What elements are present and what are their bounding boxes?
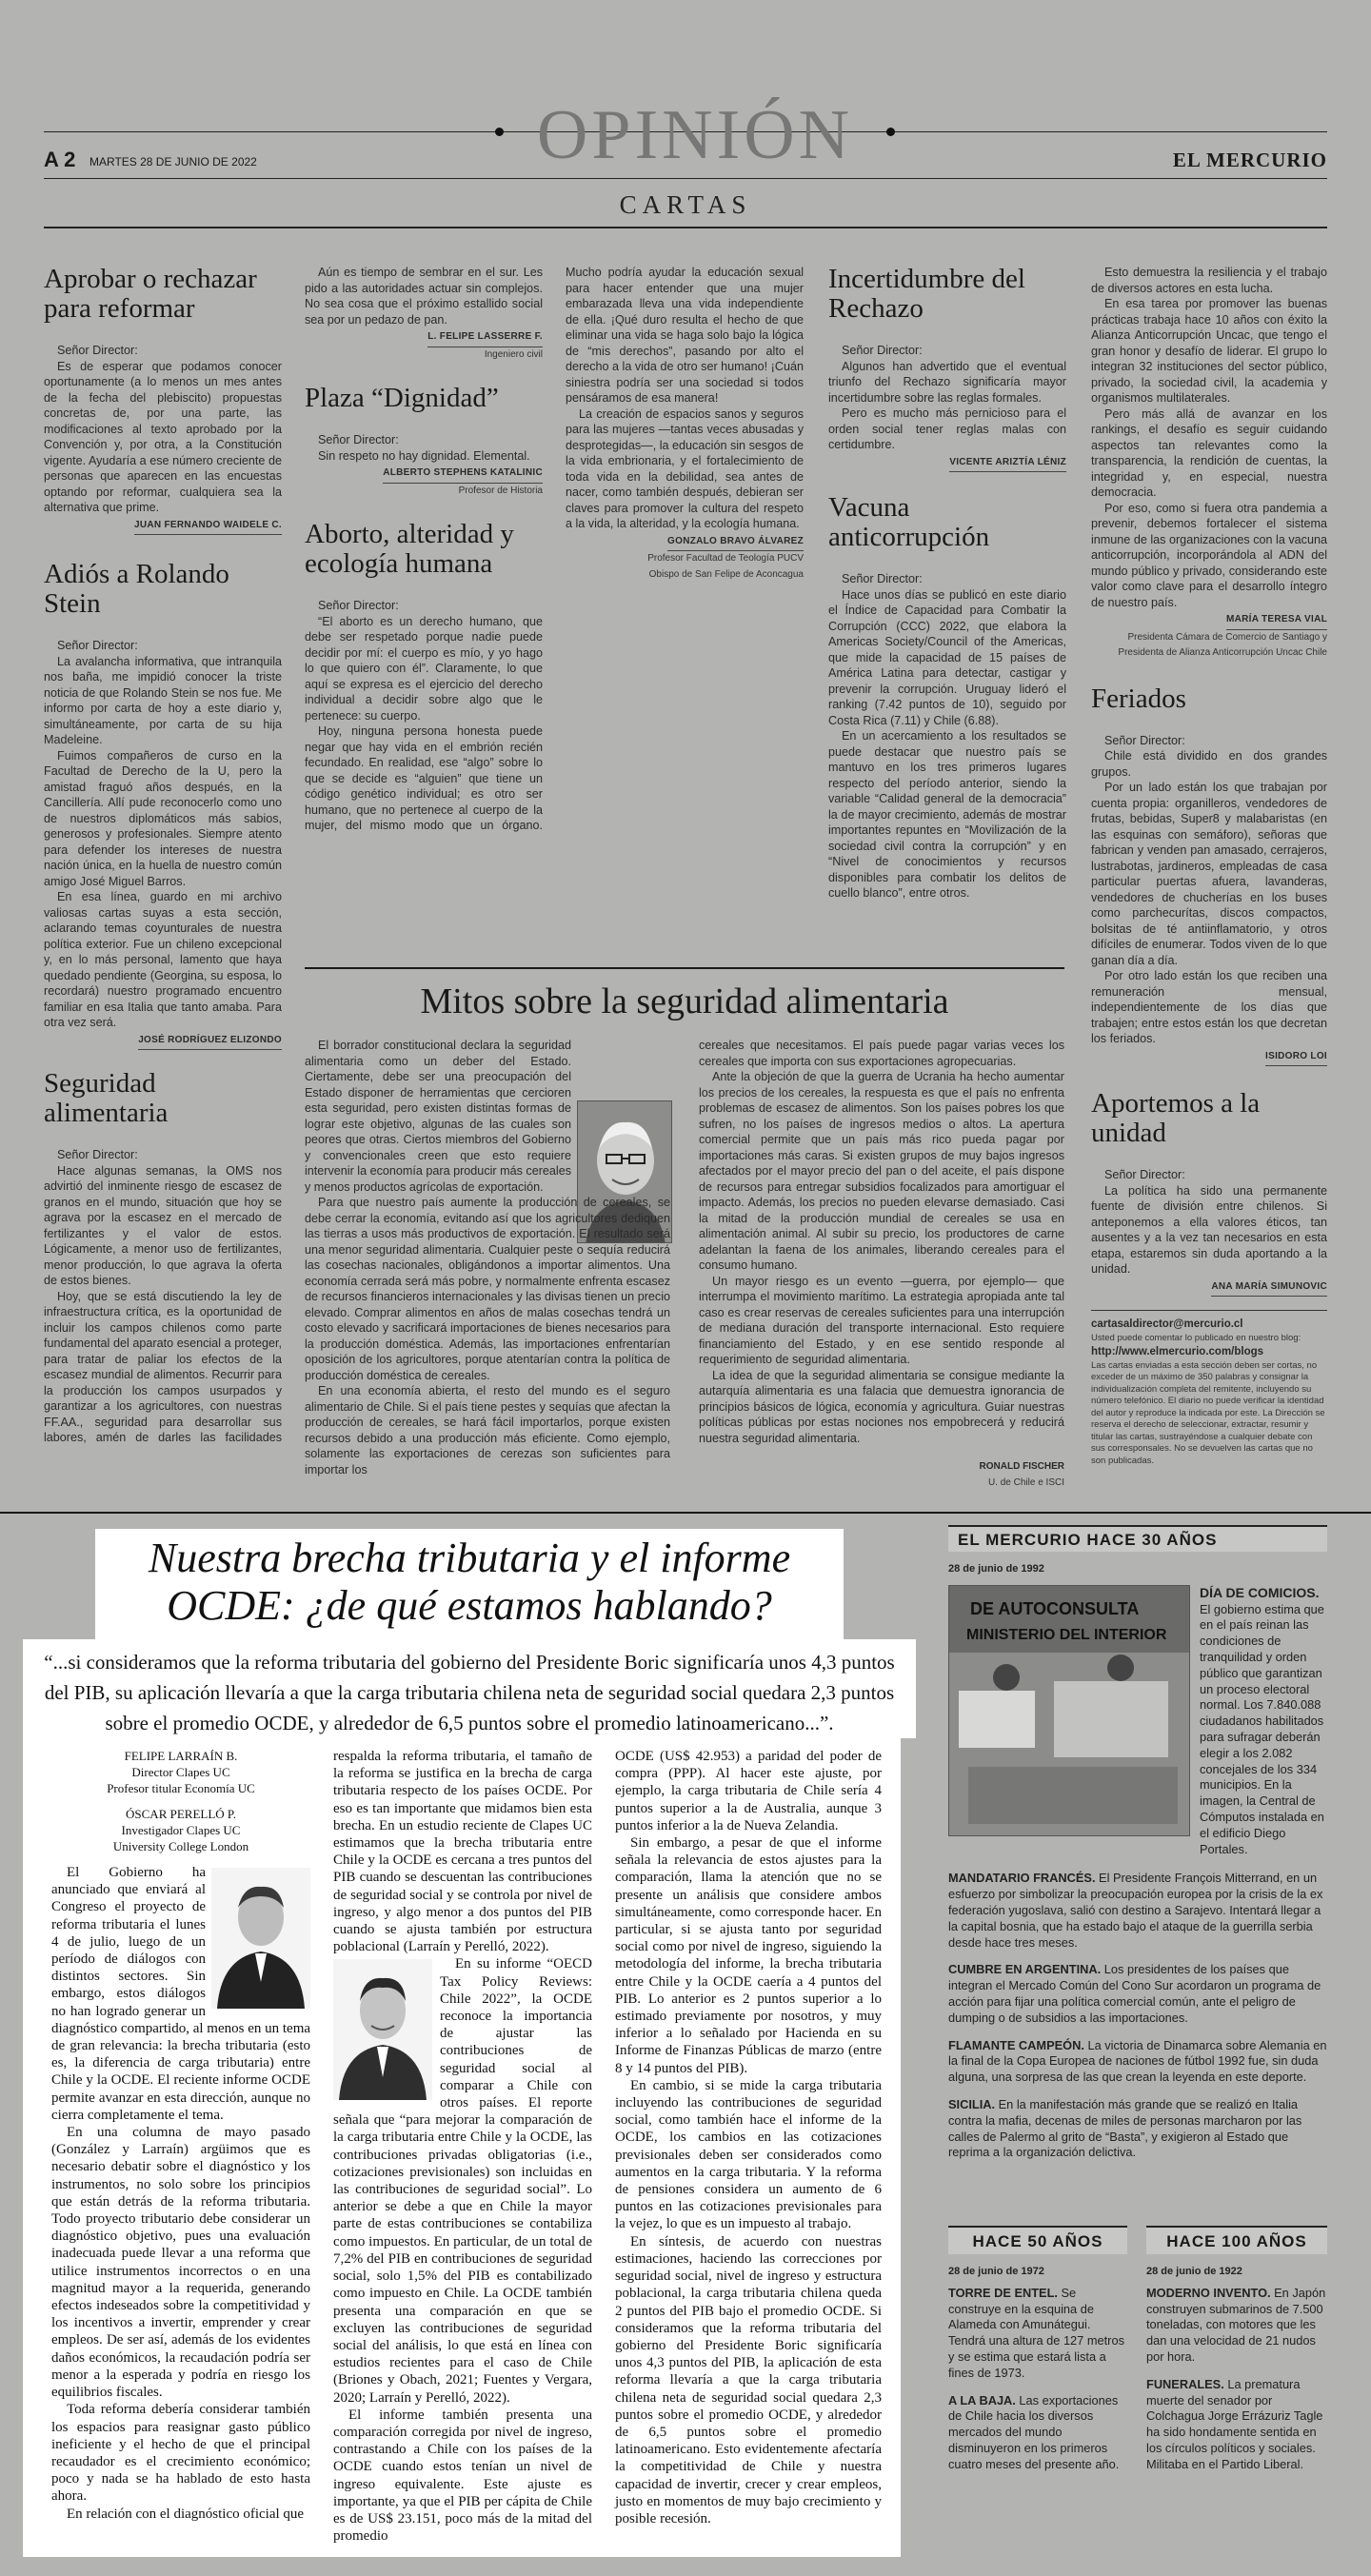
blog-note: Usted puede comentar lo publicado en nuestro blog: [1091,1332,1301,1343]
letter-seguridad [44,1069,282,1447]
letter-title: Aportemos a la unidad [1091,1088,1261,1148]
item-text: En la manifestación más grande que se realizó en Italia contra la mafia, decenas de miles de personas marcharon por las calles de Palermo al grito de “Basta”, y exigieron al Estado que reprima a la organización delictiva. [948,2096,1302,2160]
mitos-rule [305,967,1064,969]
letter-paragraph: Por un lado están los que trabajan por cuenta propia: organilleros, vendedores de frutas, bebidas, Super8 y malabaristas (en las esquinas con semáforo), señoras que fabrican y venden pan amasado, cerrajeros, lustrabotas, jardineros, empleadas de casa particular puertas afuera, lavanderas, vendedores de chucherías en los buses como parchecurítas, discos compactos, bolsitas de té antiinflamatorio, y otros difíciles de enumerar. Todos viven de lo que ganan día a día. [1091,781,1327,967]
letter-paragraph: La política ha sido una permanente fuente de división entre chilenos. Si anteponemos a ella valores éticos, tan ausentes y a la vez tan necesarios en esta etapa, estaremos sin duda aportando a la unidad. [1091,1183,1327,1276]
letter-paragraph: Algunos han advertido que el eventual triunfo del Rechazo significaría mayor incertidumbre sobre las reglas formales. [828,359,1066,405]
hace50-section [948,2264,1127,2473]
mitos-paragraph: El borrador constitucional declara la seguridad alimentaria como un deber del Estado. Ciertamente, debe ser una preocupación del Estado disponer de herramientas que cercioren esta seguridad, pero existen distintas formas de lograr este objetivo, algunas de las cuales son peores que otras. Ciertos miembros del Gobierno y convencionales creen que esto requiere intervenir la economía para producir más cereales y menos productos agrícolas de exportación. [305,1039,571,1194]
letter-paragraph: Fuimos compañeros de curso en la Facultad de Derecho de la U, pero la amistad fraguó años después, en la Cancillería. Allí pude reconocerlo como uno de nuestros diplomáticos más sabios, generosos y profesionales. Siempre atento para defender los intereses de nuestra nación única, en la huella de nuestro común amigo José Miguel Barros. [44,748,282,888]
item-title: MANDATARIO FRANCÉS. [948,1871,1096,1886]
mitos-paragraph: Ante la objeción de que la guerra de Ucrania ha hecho aumentar los precios de los cereales, la respuesta es que el país no enfrenta problemas de escasez de alimentos. Son los países pobres los que sufren, no los países de ingresos medios o altos. La apertura comercial permite que un país más rico pueda pagar por importaciones más caras. Si existen grupos de muy bajos ingresos afectados por el mayor precio del pan o del aceite, el país dispone de recursos para entregar subsidios focalizados para amortiguar el impacto. Además, los precios no pueden elevarse demasiado. Casi la mitad de la producción mundial de cereales se usa en alimentación animal. Al subir su precio, los productores de carne adelantan la faena de los animales, liberando cereales para el consumo humano. [699,1070,1064,1272]
letters-column-3 [566,265,804,583]
letter-salutation: Señor Director: [57,639,138,652]
letters-column-5 [1091,265,1327,1467]
mitos-title: Mitos sobre la seguridad alimentaria [420,981,949,1021]
letter-salutation: Señor Director: [842,572,923,585]
letter-paragraph: Pero es mucho más pernicioso para el orden social tener reglas malas con certidumbre. [828,406,1066,451]
mitos-paragraph: Para que nuestro país aumente la producción de cereales, se debe cerrar la economía, evitando así que los agricultores dediquen las tierras a usos más productivos de exportación. El resultado será una menor seguridad alimentaria. Cualquier peste o sequía reducirá las cosechas nacionales, obligándonos a importar alimentos. Una economía cerrada será más pobre, y normalmente enfrenta escasez de recursos financieros internacionales y las divisas tienen un precio elevado. Comprar alimentos en años de malas cosechas tendrá un costo elevado y sacrificará importaciones de bienes necesarios para la producción doméstica. Además, las importaciones enfrentarían oposición de los agricultores, porque atentarían contra la política de producción doméstica de cereales. [305,1196,670,1382]
hace30-item [948,2038,1327,2086]
hace30-section [948,1561,1327,2161]
hace30-item [948,1962,1327,2026]
letter-signature: ANA MARÍA SIMUNOVIC [1211,1279,1327,1298]
mitos-column-2 [699,1038,1064,1491]
header-dot-left [495,128,504,136]
letter-paragraph: Hoy, ninguna persona honesta puede negar que hay vida en el embrión recién fecundado. En realidad, ese “algo” sobre lo que se decide es “alguien” que tiene un código genético individual; es otro ser humano, que no pertenece al cuerpo de la mujer, del mismo modo que un órgano. [305,724,543,832]
author-1-photo [211,1868,310,2009]
brecha-paragraph: respalda la reforma tributaria, el tamaño de la reforma se justifica en la brecha de carga tributaria respecto de los países OCDE. Por eso es tan importante que midamos bien esta brecha. En un estudio reciente de Clapes UC estimamos que la brecha tributaria entre Chile y la OCDE es cercana a tres puntos del PIB cuando se descuentan las contribuciones de seguridad social y se controla por nivel de ingreso, y algo menor a dos puntos del PIB cuando se ajusta también por estructura poblacional (Larraín y Perelló, 2022). [333,1749,592,1955]
letter-signature-role: Ingeniero civil [484,348,543,360]
mitos-signature-role: U. de Chile e ISCI [987,1476,1064,1488]
letter-paragraph: Hoy, que se está discutiendo la ley de infraestructura crítica, es la oportunidad de incluir los campos chilenos como parte fundamental del aparato esencial a proteger, para tratar de paliar los efectos de la escasez mundial de alimentos. Recurrir para la producción los campos usurpados y garantizar a los agricultores, con nuestras FF.AA., seguridad para desarrollar sus labores, amén de darles las facilidades [44,1289,282,1444]
brecha-quote-box [23,1639,916,1738]
letter-title: Incertidumbre del Rechazo [828,264,1025,324]
letter-signature: ISIDORO LOI [1265,1049,1327,1067]
letter-aprobar [44,265,282,535]
hace100-section [1146,2264,1327,2473]
letter-salutation: Señor Director: [842,344,923,357]
letter-signature: VICENTE ARIZTÍA LÉNIZ [949,455,1066,473]
mitos-paragraph: La idea de que la seguridad alimentaria se consigue mediante la autarquía alimentaria es una falacia que demuestra ignorancia de principios básicos de lógica, economía y agricultura. Guiar nuestras políticas públicas por estas nociones nos empobrecerá y reducirá nuestra seguridad alimentaria. [699,1368,1064,1445]
letter-paragraph: Aún es tiempo de sembrar en el sur. Les pido a las autoridades actuar sin complejos. No sea cosa que el próximo estallido social sea por un pedazo de pan. [305,266,543,327]
item-text: En Japón construyen submarinos de 7.500 toneladas, con motores que les dan una velocidad de 21 nudos por hora. [1146,2285,1326,2364]
hace30-heading: EL MERCURIO HACE 30 AÑOS [958,1531,1218,1549]
photo-sign-line-2: MINISTERIO DEL INTERIOR [966,1626,1167,1643]
author-role: University College London [112,1839,249,1853]
contact-email[interactable]: cartasaldirector@mercurio.cl [1091,1318,1243,1330]
letter-paragraph: Chile está dividido en dos grandes grupos. [1091,749,1327,779]
author-1 [51,1748,310,1796]
letter-salutation: Señor Director: [1104,733,1185,747]
letter-title: Adiós a Rolando Stein [44,559,229,619]
hace50-heading: HACE 50 AÑOS [972,2232,1103,2250]
brecha-paragraph: OCDE (US$ 42.953) a paridad del poder de compra (PPP). Al hacer este ajuste, por ejemplo, la carga tributaria de Chile sería 4 puntos superior a la de Australia, aunque 3 puntos inferior a la de Nueva Zelandia. [615,1749,882,1833]
header-rule-mid [44,178,1327,179]
letter-salutation: Señor Director: [1104,1168,1185,1181]
hace50-header [948,2226,1127,2254]
letter-salutation: Señor Director: [318,599,399,612]
letter-signature-role: Obispo de San Felipe de Aconcagua [648,568,804,580]
letter-title: Plaza “Dignidad” [305,383,499,413]
letter-signature: ALBERTO STEPHENS KATALINIC [383,466,543,484]
item-title: A LA BAJA. [948,2392,1016,2408]
letter-signature: JUAN FERNANDO WAIDELE C. [134,518,282,536]
brecha-column-3 [615,1748,882,2527]
brecha-paragraph: El Gobierno ha anunciado que enviará al Congreso el proyecto de reforma tributaria el lunes 4 de julio, luego de un período de diálogos con distintos sectores. Sin embargo, estos diálogos no han logrado generar un diagnóstico compartido, al menos en un tema de gran relevancia: la brecha tributaria (esto es, la diferencia de carga tributaria) entre Chile y la OCDE. El reciente informe OCDE permite avanzar en esta dirección, aunque no cierra completamente el tema. [51,1865,311,2123]
letter-signature: JOSÉ RODRÍGUEZ ELIZONDO [138,1033,282,1051]
brecha-title [95,1529,844,1630]
letters-fineprint: Las cartas enviadas a esta sección deben ser cortas, no exceder de un máximo de 350 palabras y consignar la individualización completa del remitente, incluyendo su número telefónico. El diario no puede verificar la identidad del autor y reproduce la indicada por este. La Dirección se reserva el derecho de seleccionar, extractar, resumir y titular las cartas, sustrayéndose a cualquier debate con sus corresponsales. No se devuelven las cartas que no son publicadas. [1091,1359,1325,1466]
letter-signature-role: Presidenta Cámara de Comercio de Santiago y [1127,631,1327,643]
brecha-paragraph: En su informe “OECD Tax Policy Reviews: Chile 2022”, la OCDE reconoce la importancia de ajustar las contribuciones de seguridad social al comparar a Chile con otros países. El reporte señala que “para mejorar la comparación de la carga tributaria entre Chile y la OCDE, las contribuciones privadas obligatorias (i.e., cotizaciones previsionales) son incluidas en las contribuciones de seguridad social”. Lo anterior se debe a que en Chile la mayor parte de estas contribuciones se contabiliza como impuestos. En particular, de un total de 7,2% del PIB en contribuciones de seguridad social, solo 1,5% del PIB es contabilizado como impuesto en Chile. La OCDE también presenta una comparación en que se excluyen las contribuciones de seguridad social del análisis, lo que está en línea con estudios recientes para el caso de Chile (Briones y Obach, 2021; Fuentes y Vergara, 2020; Larraín y Perelló, 2022). [333,1956,592,2406]
brecha-paragraph: En cambio, si se mide la carga tributaria incluyendo las contribuciones de seguridad social, como también hace el informe de la OCDE, los cambios en las cotizaciones previsionales deben ser considerados como aumentos en la carga tributaria. Y la reforma de pensiones considera un aumento de 6 puntos en las cotizaciones previsionales para la vejez, lo que es un impuesto al trabajo. [615,2077,882,2232]
hace30-item [948,2097,1327,2161]
computing-center-icon [949,1586,1190,1836]
item-text: La prematura muerte del senador por Colchagua Jorge Errázuriz Tagle ha sido hondamente sentida en los círculos políticos y sociales. Militaba en el Partido Liberal. [1146,2376,1323,2471]
letter-paragraph: Esto demuestra la resiliencia y el trabajo de diversos actores en esta lucha. [1091,266,1327,295]
section-separator [0,1512,1371,1514]
brecha-paragraph: En síntesis, de acuerdo con nuestras estimaciones, haciendo las correcciones por seguridad social, nivel de ingreso y estructura poblacional, la carga tributaria chilena queda 2 puntos del PIB bajo el promedio OCDE. Si consideramos que la reforma tributaria del gobierno del Presidente Boric significaría unos 4,3 puntos del PIB, la aplicación de esta reforma llevaría a que la carga tributaria chilena neta de seguridad social quedara 2,3 puntos sobre el promedio OCDE, y alrededor de 6,5 puntos sobre el promedio latinoamericano. Esto evidentemente afectaría la competitividad de Chile y nuestra capacidad de invertir, crecer y crear empleos, justo en momentos de muy bajo crecimiento y posible recesión. [615,2233,882,2526]
hace100-header [1146,2226,1327,2254]
letter-signature: GONZALO BRAVO ÁLVAREZ [667,534,804,552]
letter-salutation: Señor Director: [57,1148,138,1161]
mitos-column-1 [305,1038,670,1477]
item-title: FUNERALES. [1146,2376,1224,2391]
page-number: A 2 [44,148,76,171]
letter-signature-role: Profesor Facultad de Teología PUCV [647,553,804,564]
letter-paragraph: Hace unos días se publicó en este diario el Índice de Capacidad para Combatir la Corrupción (CCC) 2022, que elabora la Americas Society/Council of the Americas, que mide la capacidad de 15 países de América Latina para detectar, castigar y prevenir la corrupción. Uruguay lideró el ranking (7.42 puntos de 10), seguido por Costa Rica (7.11) y Chile (6.88). [828,587,1066,727]
author-role: Investigador Clapes UC [121,1823,241,1837]
author-role: Profesor titular Economía UC [107,1781,255,1795]
brecha-paragraph: En relación con el diagnóstico oficial que [67,2506,305,2522]
item-text: Los presidentes de los países que integran el Mercado Común del Cono Sur acordaron un programa de acción para fijar una política comercial común, ante el peligro de dumping o de subsidios a las importaciones. [948,1962,1321,2025]
item-text: Se construye en la esquina de Alameda con Amunátegui. Tendrá una altura de 127 metros y se estima que estará lista a fines de 1973. [948,2285,1124,2380]
letters-column-4 [828,265,1066,902]
letter-paragraph: En esa línea, guardo en mi archivo valiosas cartas suyas a esta sección, aclarando temas coyunturales de nuestra política exterior. Fue un chileno excepcional y, en lo más personal, lamento que haya quedado pendiente (Georgina, su esposa, lo recordará) nuestro programado encuentro familiar en esa Italia que tanto amaba. Para otra vez será. [44,890,282,1029]
letter-salutation: Señor Director: [318,433,399,446]
hace100-heading: HACE 100 AÑOS [1166,2232,1307,2250]
brecha-paragraph: Toda reforma debería considerar también los espacios para reasignar gasto público ineficiente y el hecho de que el principal recaudador es el crecimiento económico; poco y nada se ha hablado de esto hasta ahora. [51,2402,310,2505]
mitos-paragraph: Un mayor riesgo es un evento —guerra, por ejemplo— que interrumpa el movimiento marítimo. La estrategia apropiada ante tal caso es crear reservas de cereales suficientes para una interrupción de mediana duración del transporte internacional. Esto requiere financiamiento del Estado, y en ese sentido responde al requerimiento de seguridad alimentaria. [699,1274,1064,1366]
brecha-pullquote: “...si consideramos que la reforma tributaria del gobierno del Presidente Boric significaría unos 4,3 puntos del PIB, su aplicación llevaría a que la carga tributaria chilena neta de seguridad social quedara 2,3 puntos sobre el promedio OCDE, y alrededor de 6,5 puntos sobre el promedio latinoamericano...”. [44,1651,895,1734]
letter-paragraph: Hace algunas semanas, la OMS nos advirtió del inminente riesgo de escasez de granos en el mundo, situación que hoy se agrava por la escasez en el mercado de fertilizantes y el valor de estos. Lógicamente, a menor uso de fertilizantes, menor producción, lo que agrava la oferta de estos bienes. [44,1163,282,1287]
brecha-paragraph: El informe también presenta una comparación corregida por nivel de ingreso, contrastando a Chile con los países de la OCDE cuando estos tenían un nivel de ingreso equivalente. Este ajuste es importante, ya que el PIB per cápita de Chile es de US$ 23.151, poco más de la mitad del promedio [333,2407,592,2545]
item-title: CUMBRE EN ARGENTINA. [948,1962,1102,1977]
letter-paragraph: Mucho podría ayudar la educación sexual para hacer entender que una mujer embarazada lleva una vida independiente de ella. ¡Qué duro resulta el hecho de que eliminar una vida se haga solo bajo la lógica de “mis derechos”, pasando por alto el derecho a la vida de otro ser humano! ¡Cuán siniestra podría ser una sociedad si todos pensáramos de esa manera! [566,266,804,405]
letter-paragraph: La avalancha informativa, que intranquila nos baña, me impidió conocer la triste noticia de que Rolando Stein se nos fue. Me informo por carta de hoy a este diario y, simultáneamente, por carta de su hija Madeleine. [44,654,282,746]
brecha-column-1 [51,1748,310,2523]
masthead-brand: EL MERCURIO [1172,149,1327,171]
hace50-date: 28 de junio de 1972 [948,2266,1044,2277]
letter-title: Vacuna anticorrupción [828,492,990,552]
author-role: Director Clapes UC [131,1765,230,1779]
mitos-paragraph: cereales que necesitamos. El país puede pagar varias veces los cereales que importa con sus exportaciones agropecuarias. [699,1039,1064,1068]
letter-title: Aborto, alteridad y ecología humana [305,519,514,579]
letter-signature: MARÍA TERESA VIAL [1226,612,1327,630]
author-2 [51,1806,310,1854]
blog-link[interactable]: http://www.elmercurio.com/blogs [1091,1346,1264,1357]
header-rule-bottom [44,227,1327,228]
item-text: La victoria de Dinamarca sobre Alemania en la final de la Copa Europea de naciones de fútbol 1992 fue, sin duda alguna, una sorpresa de las que crean la leyenda en este deporte. [948,2037,1327,2085]
letter-paragraph: En un acercamiento a los resultados se puede destacar que nuestro país se mantuvo en los tres primeros lugares respecto del período anterior, siendo la variable “Calidad general de la democracia” la de mayor crecimiento, además de mostrar importantes repuntes en “Movilización de la sociedad civil contra la corrupción” y en “Nivel de conocimientos y recursos disponibles para combatir los delitos de cuello blanco”, entre otros. [828,729,1066,900]
letter-paragraph: Pero más allá de avanzar en los rankings, el desafío es seguir cuidando aspectos tan relevantes como la transparencia, la rendición de cuentas, la integridad y, en especial, nuestra democracia. [1091,406,1327,499]
letter-paragraph: En esa tarea por promover las buenas prácticas trabaja hace 10 años con éxito la Alianza Anticorrupción Uncac, que tengo el gran honor y desafío de liderar. El grupo lo integran 32 instituciones del sector público, privado, la sociedad civil, la academia y organismos multilaterales. [1091,297,1327,405]
contact-box [1091,1310,1327,1467]
hace100-item [1146,2377,1327,2473]
brecha-title-line-1: Nuestra brecha tributaria y el informe [148,1535,791,1581]
hace30-date: 28 de junio de 1992 [948,1563,1044,1575]
author-name: ÓSCAR PERELLÓ P. [126,1807,236,1821]
item-text: El Presidente François Mitterrand, en un esfuerzo por simbolizar la preocupación europea por la crisis de la ex federación yugoslava, salió con destino a Sarajevo. Intentará llegar a la capital bosnia, que ha estado bajo el ataque de la guerrilla serbia desde hace tres meses. [948,1871,1323,1950]
header-dot-right [886,128,895,136]
author-2-photo [333,1959,432,2100]
letter-paragraph: Es de esperar que podamos conocer oportunamente (a lo menos un mes antes de la fecha del plebiscito) propuestas concretas de, por una parte, las modificaciones al texto aprobado por la Convención y, por otra, a la Constitución vigente. Ayudaría a ese número creciente de personas que aparecen en las encuestas optando por reformar, cualquiera sea la alternativa que prime. [44,359,282,514]
item-title: TORRE DE ENTEL. [948,2285,1058,2300]
hace50-item [948,2286,1127,2382]
brecha-paragraph: Sin embargo, a pesar de que el informe señala la relevancia de estos ajustes para la comparación, llama la atención que no se presente un análisis que considere ambos simultáneamente, como corresponde hacer. En particular, si se ajusta tanto por seguridad social como por nivel de ingreso, siguiendo la metodología del informe, la brecha tributaria entre Chile y la OCDE caería a 4 puntos del PIB. Lo anterior es 2 puntos superior a lo estimado previamente por nosotros, y muy inferior a lo señalado por Hacienda en su Informe de Finanzas Públicas de marzo (entre 8 y 14 puntos del PIB). [615,1835,882,2076]
item-title: FLAMANTE CAMPEÓN. [948,2037,1084,2052]
item-text: Las exportaciones de Chile hacia los diversos mercados del mundo disminuyeron en los primeros cuatro meses del presente año. [948,2392,1120,2471]
hace50-item [948,2393,1127,2473]
hace30-header [948,1525,1327,1552]
mitos-signature: RONALD FISCHER [979,1461,1064,1472]
letter-paragraph: Sin respeto no hay dignidad. Elemental. [318,448,530,463]
mitos-paragraph: En una economía abierta, el resto del mundo es el seguro alimentario de Chile. Si el país tiene pestes y sequías que afectan la producción de cereales, se hará fácil importarlos, porque existen recursos debido a una producción más eficiente. Como ejemplo, solamente las exportaciones de cerezas son suficientes para importar los [305,1384,670,1476]
portrait-icon [211,1868,310,2009]
section-title: OPINIÓN [536,96,854,174]
letter-paragraph: “El aborto es un derecho humano, que debe ser respetado porque nadie puede decidir por mí: el cuerpo es mío, y yo hago lo que quiero con él”. Claramente, lo que aquí se expresa es el ejercicio del derecho individual a decidir sobre algo que le pertenece: su cuerpo. [305,614,543,723]
issue-date: MARTES 28 DE JUNIO DE 2022 [89,155,257,168]
letter-adios [44,560,282,1050]
letter-signature-role: Presidenta de Alianza Anticorrupción Uncac Chile [1118,647,1327,658]
author-name: FELIPE LARRAÍN B. [124,1749,238,1763]
brecha-title-box [95,1529,844,1639]
photo-caption-title: DÍA DE COMICIOS. [1200,1584,1320,1600]
letters-column-2 [305,265,543,834]
portrait-icon [333,1959,432,2100]
letter-paragraph: Por eso, como si fuera otra pandemia a prevenir, debemos fortalecer el sistema inmune de las organizaciones con la vacuna anticorrupción, incorporándola al ADN del mundo público y privado, considerando este valor como clave para el desarrollo íntegro de nuestro país. [1091,501,1327,609]
letter-signature: L. FELIPE LASSERRE F. [427,329,543,347]
letters-column-1 [44,265,282,1447]
brecha-column-2 [333,1748,592,2545]
subsection-title: CARTAS [619,190,752,219]
letter-title: Feriados [1091,683,1186,714]
letter-signature-role: Profesor de Historia [458,485,543,496]
hace100-item [1146,2286,1327,2366]
archive-photo [948,1585,1190,1836]
photo-sign-line-1: DE AUTOCONSULTA [970,1598,1140,1618]
letter-salutation: Señor Director: [57,344,138,357]
brecha-title-line-2: OCDE: ¿de qué estamos hablando? [167,1582,772,1629]
brecha-paragraph: En una columna de mayo pasado (González y Larraín) argüimos que es necesario debatir sobre el diagnóstico y los instrumentos, no solo sobre los principios que están detrás de la reforma tributaria. Todo proyecto tributario debe considerar un diagnóstico objetivo, pues una evaluación inadecuada puede llevar a una reforma que utilice instrumentos incorrectos o en una magnitud mayor a la requerida, generando efectos indeseados sobre la competitividad y los incentivos a invertir, emprender y crear empleos. De ser así, además de los evidentes daños económicos, la recaudación podría ser menor a la esperada y podría en riesgo los equilibrios fiscales. [51,2125,310,2401]
letter-paragraph: La creación de espacios sanos y seguros para las mujeres —tantas veces abusadas y desprotegidas—, la educación sin sesgos de la vida embrionaria, y el fortalecimiento de toda vida en la debilidad, sea antes de nacer, como también después, debieran ser claves para promover la cultura del respeto a la vida, la alteridad, y la ecología humana. [566,406,804,530]
letter-title: Aprobar o rechazar para reformar [44,264,257,324]
letter-title: Seguridad alimentaria [44,1068,169,1128]
item-title: MODERNO INVENTO. [1146,2285,1271,2300]
hace30-item [948,1871,1327,1951]
letter-paragraph: Por otro lado están los que reciben una remuneración mensual, independientemente de los días que trabajen; entre estos están los que decretan los feriados. [1091,969,1327,1045]
item-title: SICILIA. [948,2096,996,2111]
hace100-date: 28 de junio de 1922 [1146,2266,1242,2277]
photo-caption: El gobierno estima que en el país reinan las condiciones de tranquilidad y orden público que garantizan un proceso electoral normal. Los 7.840.088 ciudadanos habilitados para sufragar deberán elegir a los 2.082 concejales de los 334 municipios. En la imagen, la Central de Cómputos instalada en el edificio Diego Portales. [1200,1601,1324,1856]
